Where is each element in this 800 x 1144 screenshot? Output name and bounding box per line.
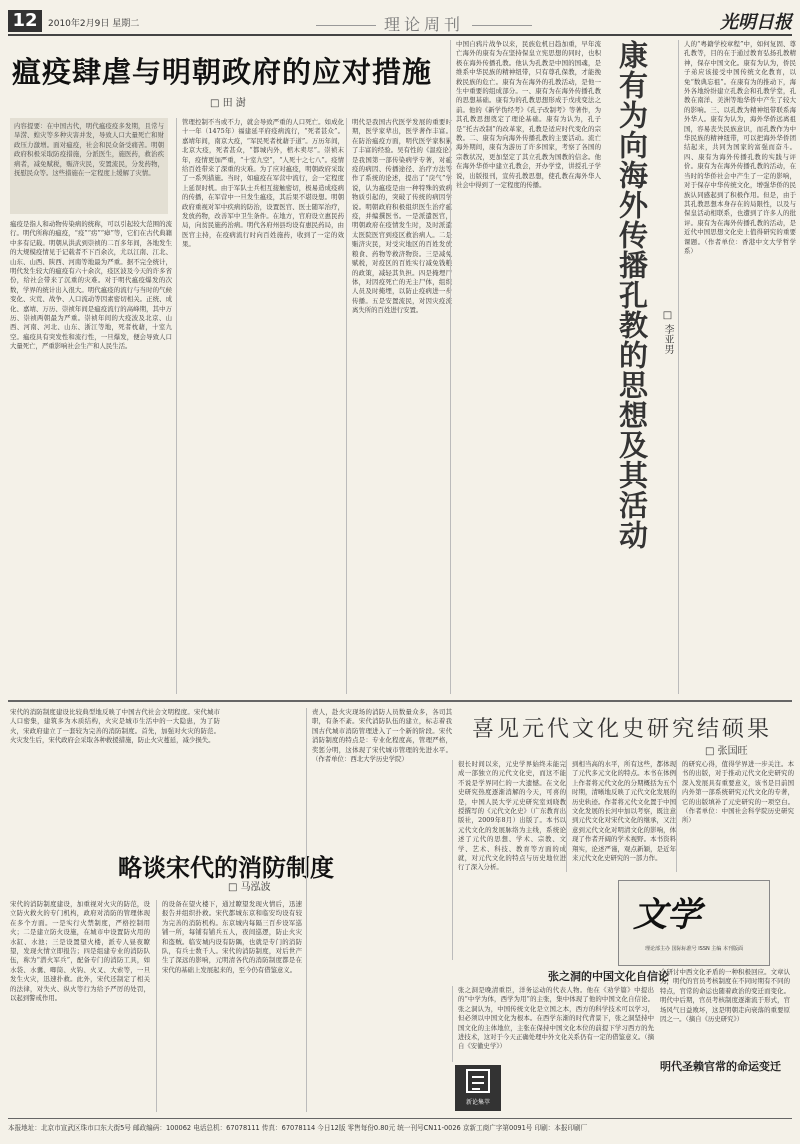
ad-caption: 理论部主办 国际标准号 ISSN 主编 本刊版面 bbox=[645, 946, 743, 952]
ad-logo: 文学 bbox=[633, 895, 701, 935]
issue-date: 2010年2月9日 星期二 bbox=[48, 19, 140, 29]
article3-column-2: 的设备在望火楼下，通过瞭望发现火情后，迅速报告并组织扑救。宋代都城东京和临安均设有较为完善的消防机构。东京城内每隔三百步设军巡铺一所，每铺有铺兵五人，夜间巡逻，防止火灾和盗贼。临安城内设有防隅，也就是专门的消防队，有兵士数千人。宋代的消防制度，对后世产生了深远的影响，元明清各代的消防制度都是在宋代的基础上发展起来的，至今仍有借鉴意义。 bbox=[156, 900, 302, 1112]
masthead-logo: 光明日报 bbox=[720, 12, 792, 33]
page-header bbox=[8, 8, 792, 36]
badge-label: 新论集萃 bbox=[465, 1099, 490, 1106]
article4-author: □ 张国旺 bbox=[705, 746, 748, 757]
article1-author: □ 田 澍 bbox=[210, 98, 246, 109]
article1-summary-text: 内容提要：在中国古代，明代瘟疫疫多发期，且常与旱涝、蝗灾等多种灾害并发，导致人口大量死亡和财政压力激增。面对瘟疫，社会和民众备受痛苦。明朝政府积极采取防疫措施，分派医生，施医药，救治疾病者，减免赋税，赈济灾民，安置流民，分发药物，抚慰民众等。这些措施在一定程度上缓解了灾情。 bbox=[14, 122, 164, 178]
article6-headline: 明代圣赖官常的命运变迁 bbox=[660, 1060, 781, 1073]
article3-headline: 略谈宋代的消防制度 bbox=[118, 853, 334, 882]
page-footer: 本报地址：北京市宣武区珠市口东大街5号 邮政编码：100062 电话总机：67078111 传真：67078114 今日12版 零售每份0.80元 统一刊号CN11-0026 京新工商广字第0091号 印刷：本报印刷厂 bbox=[8, 1118, 792, 1137]
article4-column-1: 很长时间以来，元史学界始终未能完成一部独立的元代文化史，而这不能不说是学界同仁的一大遗憾。在文化史研究热度逐渐消解的今天，可喜的是，中国人民大学元史研究室刘晓教授撰写的《元代文化史》（广东教育出版社，2009年8月）出版了。本书以元代文化的发展脉络为主线，系统论述了元代的思想、学术、宗教、文学、艺术、科技、教育等方面的成就，对元代文化的特点与历史地位进行了深入分析。 bbox=[452, 760, 566, 960]
article2-author: □ 李亚男 bbox=[662, 310, 673, 355]
article2-column-left: 中国自鸦片战争以来，民族危机日趋加重，早年流亡海外的康有为在坚持保皇立宪思想的同时，也积极在海外传播孔教。他认为孔教是中国的国魂，是维系中华民族的精神纽带，只有尊孔保教，才能挽救民族的危亡。康有为在海外的孔教活动，是他一生中重要的组成部分。一、康有为在海外传播孔教的思想基础。康有为的孔教思想形成于戊戌变法之前。他的《新学伪经考》《孔子改制考》等著作，为其孔教思想奠定了理论基础。康有为认为，孔子是“托古改制”的改革家，孔教是适应时代变化的宗教。二、康有为向海外传播孔教的主要活动。流亡海外期间，康有为游历了许多国家，考察了各国的宗教状况，更加坚定了其立孔教为国教的信念。他在海外华侨中建立孔教会，开办学堂，讲授孔子学说，出版报刊，宣传孔教思想，使孔教在海外华人社会中得到了一定程度的传播。 bbox=[450, 40, 601, 694]
quote-mark-icon bbox=[455, 1065, 501, 1095]
article3-author: □ 马泓波 bbox=[228, 882, 271, 893]
article1-headline: 瘟疫肆虐与明朝政府的应对措施 bbox=[12, 55, 433, 89]
article4-headline: 喜见元代文化史研究结硕果 bbox=[472, 717, 773, 742]
page-number: 12 bbox=[8, 10, 42, 32]
article5-headline: 张之洞的中国文化自信论 bbox=[548, 970, 669, 983]
section-divider bbox=[8, 700, 792, 702]
article4-column-2: 到相当高的水平，所有这些，都体现了元代多元文化的特点。本书在体例上作者将元代文化的分期概括为五个时期，清晰地反映了元代文化发展的历史轨迹。作者将元代文化置于中国文化发展的长河中加以考察，既注意到元代文化对宋代文化的继承，又注意到元代文化对明清文化的影响，体现了作者开阔的学术视野。本书资料翔实，论述严谨，观点新颖，是近年来元代文化史研究的一部力作。 bbox=[566, 760, 676, 872]
article2-headline: 康有为向海外传播孔教的思想及其活动 bbox=[615, 40, 649, 550]
article4-column-3: 的研究心得，值得学界进一步关注。本书的出版，对于推动元代文化史研究的深入发展具有重要意义，该书是目前国内外第一部系统研究元代文化的专著，它的出版填补了元史研究的一项空白。（作者单位：中国社会科学院历史研究所） bbox=[676, 760, 794, 872]
article1-summary-box bbox=[10, 118, 168, 214]
news-collection-badge bbox=[455, 1065, 501, 1111]
article3-intro: 宋代的消防制度建设比较典型地反映了中国古代社会文明程度。宋代城市人口密集，建筑多为木质结构，火灾是城市生活中的一大隐患，为了防火，宋政府建立了一套较为完善的消防制度。首先，加强对火灾的防范。火灾发生后，宋代政府会采取各种救援措施，防止火灾蔓延，减少损失。 bbox=[10, 708, 220, 745]
article2-column-right: 人的“粤籍学校章程”中，如何复固、尊孔教等，目的在于通过教育弘扬孔教精神，保存中国文化。康有为认为，侨民子弟应该接受中国传统文化教育，以免“数典忘祖”。在康有为的推动下，海外各地纷纷建立孔教会和孔教学堂，孔教在南洋、美洲等地华侨中产生了较大的影响。三、以孔教为精神纽带联系海外华人。康有为认为，海外华侨远离祖国，容易丧失民族意识，而孔教作为中华民族的精神纽带，可以把海外华侨团结起来，共同为国家的富强而奋斗。四、康有为海外传播孔教的实践与评价。康有为在海外传播孔教的活动，在当时的华侨社会中产生了一定的影响，对于保存中华传统文化，增强华侨的民族认同感起到了积极作用。但是，由于其孔教思想本身存在的局限性，以及与保皇活动相联系，也遭到了许多人的批评。康有为在海外传播孔教的活动，是近代中国思想文化史上值得研究的重要课题。（作者单位：香港中文大学哲学系） bbox=[678, 40, 796, 694]
article1-column-1: 瘟疫是指人和动物传染病的统称，可以引起较大范围的流行。明代所称的瘟疫，“疫”“疠”“瘴”等，它们在古代典籍中多有记载。明朝从洪武到崇祯的二百多年间，各地发生的大规模疫情见于记载者不下百余次，尤以江南、江北、山东、山西、陕西、河南等地最为严重。据不完全统计，明代发生较大的瘟疫有六十余次，疫区波及今天的许多省份，给社会带来了沉重的灾难。对于明代瘟疫爆发的次数，学界的统计出入很大。明代瘟疫的流行与当时的气候变化、灾荒、战争、人口流动等因素密切相关。正统、成化、嘉靖、万历、崇祯年间是瘟疫流行的高峰期，其中万历、崇祯两朝最为严重。崇祯年间的大疫波及北京、山西、河南、河北、山东、浙江等地，死者枕藉，十室九空。瘟疫具有突发性和流行性，一旦爆发，便会导致人口大量死亡，严重影响社会生产和人民生活。 bbox=[10, 220, 172, 351]
section-title: 理论周刊 bbox=[308, 12, 540, 35]
literature-supplement-ad bbox=[618, 880, 770, 966]
article1-column-3: 明代是我国古代医学发展的重要时期，医学家辈出，医学著作丰富。在防治瘟疫方面，明代医学家积累了丰富的经验。吴有性的《温疫论》是我国第一部传染病学专著，对瘟疫的病因、传播途径、治疗方法等作了系统的论述，提出了“戾气”学说，认为瘟疫是由一种特殊的致病物质引起的，突破了传统的病因学说。明朝政府积极组织医生治疗瘟疫，并编撰医书。一是派遣医官，明朝政府在疫情发生时，及时派遣太医院医官到疫区救治病人。二是赈济灾民，对受灾地区的百姓发放粮食、药物等救济物资。三是减免赋税，对疫区的百姓实行减免钱粮的政策，减轻其负担。四是掩埋尸体，对因疫死亡的无主尸体，组织人员及时掩埋，以防止疫病进一步传播。五是安置流民，对因灾疫流离失所的百姓进行安置。 bbox=[346, 118, 452, 694]
article3-column-3: 责人，赴火灾现场的消防人员数量众多，各司其职，有条不紊。宋代消防队伍的建立，标志着我国古代城市消防管理进入了一个新的阶段。宋代消防制度的特点是：专业化程度高，管理严格，奖惩分明，这体现了宋代城市管理的先进水平。（作者单位：西北大学历史学院） bbox=[306, 708, 452, 1112]
article6-intro: 今研讨中西文化矛盾的一种积极回应。文章认为，明代的官员考核制度在不同时期有不同的特点，官常的命运也随着政治的变迁而变化。明代中后期，官员考核制度逐渐流于形式，官场风气日益败坏，这是明朝走向衰落的重要原因之一。（摘自《历史研究》） bbox=[660, 968, 790, 1024]
article5-body: 张之洞是晚清重臣，洋务运动的代表人物。他在《劝学篇》中提出的“中学为体，西学为用”的主张，集中体现了他的中国文化自信论。张之洞认为，中国传统文化是立国之本，西方的科学技术可以学习，但必须以中国文化为根本。在西学东渐的时代背景下，张之洞坚持中国文化的主体地位，主张在保持中国文化本位的前提下学习西方的先进技术，这对于今天正确处理中外文化关系仍有一定的借鉴意义。（摘自《安徽史学》） bbox=[452, 986, 654, 1062]
article3-column-1: 宋代的消防制度建设，加重视对火灾的防范，设立防火救火的专门机构，政府对消防的管理体现在多个方面。一是实行火禁制度，严格控制用火；二是建立防火设施，在城市中设置防火用的水缸、水池；三是设置望火楼，派专人昼夜瞭望，发现火情立即报告；四是组建专业的消防队伍，称为“潜火军兵”，配备专门的消防工具，如水袋、水囊、唧筒、火钩、火叉、大索等，一旦发生火灾，迅速扑救。此外，宋代还制定了相关的法律，对失火、纵火等行为给予严厉的处罚，以起到警戒作用。 bbox=[10, 900, 150, 1003]
article1-column-2: 管理控制不当或不力，就会导致严重的人口死亡。如成化十一年（1475年）福建延平府疫病流行，“死者甚众”。嘉靖年间，南京大疫，“军民死者枕藉于道”。万历年间，北京大疫，死者甚众，“都城内外，棺木卖尽”。崇祯末年，疫情更加严重，“十室九空”，“人死十之七八”。疫情给百姓带来了深重的灾难。为了应对瘟疫，明朝政府采取了一系列措施。当时，如瘟疫在军营中流行，会一定程度上延误时机。由于军队士兵相互接触密切，极易造成疫病的传播，在军营中一旦发生瘟疫，其后果不堪设想。明朝政府重视对军中疾病的防治，设置医官、医士随军治疗，发放药物，改善军中卫生条件。在地方，官府设立惠民药局，向贫民施药治病。明代各府州县均设有惠民药局，由医官主持，在疫病流行时向百姓施药，收到了一定的效果。 bbox=[176, 118, 344, 694]
